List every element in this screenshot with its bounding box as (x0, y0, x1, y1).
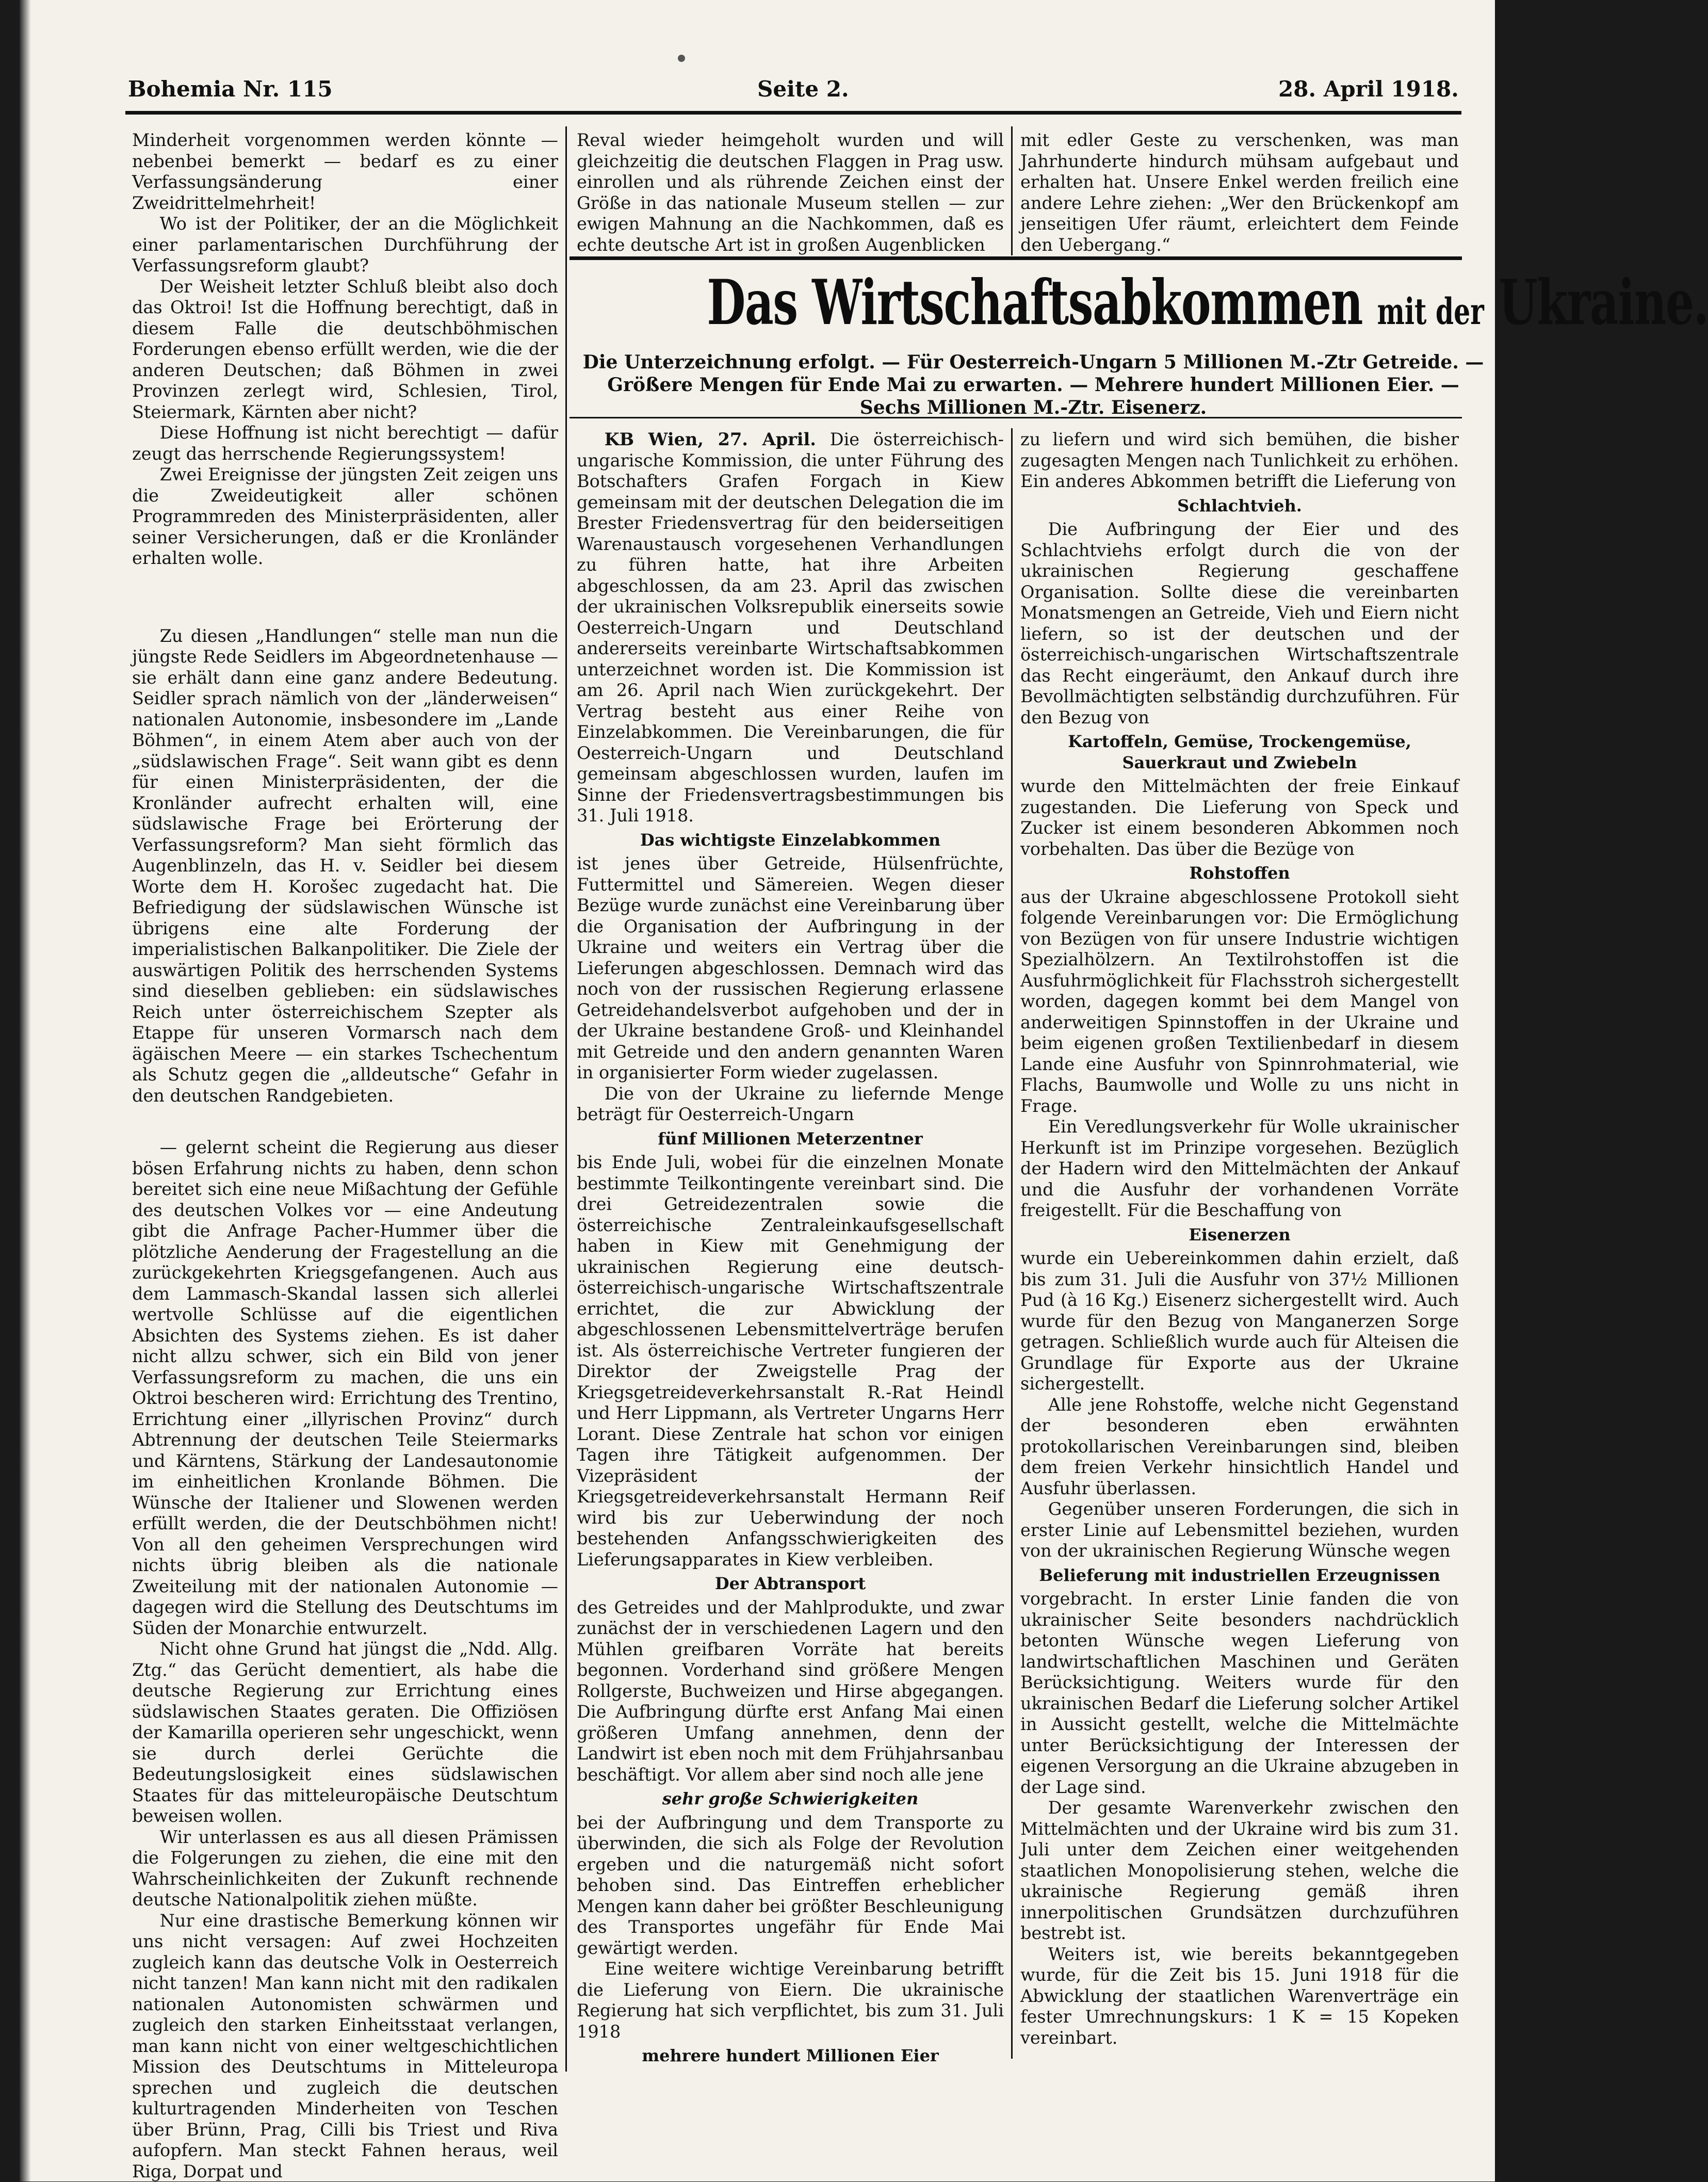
section-heading: Eisenerzen (1020, 1224, 1459, 1246)
dateline: KB Wien, 27. April. (605, 429, 816, 449)
section-heading: Rohstoffen (1020, 863, 1459, 884)
section-heading: Kartoffeln, Gemüse, Trockengemüse, Sauerkraut und Zwiebeln (1020, 731, 1459, 773)
column-rule-left (565, 126, 567, 2072)
section-heading: fünf Millionen Meterzentner (577, 1128, 1004, 1150)
middle-top-column (577, 130, 1004, 254)
paragraph: bei der Aufbringung und dem Transporte zu überwinden, die sich als Folge der Revolution ergeben und die naturgemäß nicht sofort behoben sind. Das Eintreffen erheblicher Mengen kann daher bei größter Beschleunigung des Transportes ungefähr für Ende Mai gewärtigt werden. (577, 1813, 1004, 1959)
paragraph: Minderheit vorgenommen werden könnte — nebenbei bemerkt — bedarf es zu einer Verfassungsänderung einer Zweidrittelmehrheit! (132, 130, 558, 214)
paragraph: Zu diesen „Handlungen“ stelle man nun die jüngste Rede Seidlers im Abgeordnetenhause — sie erhält dann eine ganz andere Bedeutung. Seidler sprach nämlich von der „länderweisen“ nationalen Autonomie, insbesondere im „Lande Böhmen“, in einem Atem aber auch von der „südslawischen Frage“. Seit wann gibt es denn für einen Ministerpräsidenten, der die Kronländer aufrecht erhalten will, eine südslawische Frage bei Erörterung der Verfassungsreform? Man sieht förmlich das Augenblinzeln, das H. v. Seidler bei diesem Worte dem H. Korošec zugedacht hat. Die Befriedigung der südslawischen Wünsche ist übrigens eine alte Forderung der imperialistischen Balkanpolitiker. Die Ziele der auswärtigen Politik des herrschenden Systems sind dieselben geblieben: ein südslawisches Reich unter österreichischem Szepter als Etappe für unseren Vormarsch nach dem ägäischen Meere — ein starkes Tschechentum als Schutz gegen die „alldeutsche“ Gefahr in den deutschen Randgebieten. (132, 626, 558, 1107)
paragraph: wurde den Mittelmächten der freie Einkauf zugestanden. Die Lieferung von Speck und Zucker ist einem besonderen Abkommen noch vorbehalten. Das über die Bezüge von (1020, 776, 1459, 860)
headline-mit: mit der (1377, 290, 1484, 333)
section-heading: mehrere hundert Millionen Eier (577, 2045, 1004, 2066)
section-heading: Der Abtransport (577, 1573, 1004, 1594)
paragraph: mit edler Geste zu verschenken, was man Jahrhunderte hindurch mühsam aufgebaut und erhalten hat. Unsere Enkel werden freilich eine andere Lehre ziehen: „Wer den Brückenkopf am jenseitigen Ufer räumt, erleichtert dem Feinde den Uebergang.“ (1020, 130, 1459, 255)
paragraph: Die österreichisch-ungarische Kommission, die unter Führung des Botschafters Grafen Forgach in Kiew gemeinsam mit der deutschen Delegation die im Brester Friedensvertrag für den beiderseitigen Warenaustausch vorgesehenen Verhandlungen zu führen hatte, hat ihre Arbeiten abgeschlossen, da am 23. April das zwischen der ukrainischen Volksrepublik einerseits sowie Oesterreich-Ungarn und Deutschland andererseits vereinbarte Wirtschaftsabkommen unterzeichnet worden ist. Die Kommission ist am 26. April nach Wien zurückgekehrt. Der Vertrag besteht aus einer Reihe von Einzelabkommen. Die Vereinbarungen, die für Oesterreich-Ungarn und Deutschland gemeinsam abgeschlossen wurden, laufen im Sinne der Friedensvertragsbestimmungen bis 31. Juli 1918. (577, 429, 1004, 826)
paragraph: Reval wieder heimgeholt wurden und will gleichzeitig die deutschen Flaggen in Prag usw. einrollen und als rührende Zeichen einst der Größe in das nationale Museum stellen — zur ewigen Mahnung an die Nachkommen, daß es echte deutsche Art ist in großen Augenblicken (577, 130, 1004, 255)
section-heading: sehr große Schwierigkeiten (577, 1788, 1004, 1809)
paragraph: Die Aufbringung der Eier und des Schlachtviehs erfolgt durch die von der ukrainischen Regierung geschaffene Organisation. Sollte diese die vereinbarten Monatsmengen an Getreide, Vieh und Eiern nicht liefern, so ist der deutschen und der österreichisch-ungarischen Wirtschaftszentrale das Recht eingeräumt, den Ankauf durch ihre Bevollmächtigten selbständig durchzuführen. Für den Bezug von (1020, 519, 1459, 728)
paragraph: Der gesamte Warenverkehr zwischen den Mittelmächten und der Ukraine wird bis zum 31. Juli unter dem Zeichen einer weitgehenden staatlichen Monopolisierung stehen, welche die ukrainische Regierung gemäß ihren innerpolitischen Grundsätzen durchzuführen bestrebt ist. (1020, 1798, 1459, 1944)
section-heading: Schlachtvieh. (1020, 495, 1459, 516)
paragraph: Weiters ist, wie bereits bekanntgegeben wurde, für die Zeit bis 15. Juni 1918 für die Abwicklung der staatlichen Warenverträge ein fester Umrechnungskurs: 1 K = 15 Kopeken vereinbart. (1020, 1944, 1459, 2049)
issue-date: 28. April 1918. (1278, 76, 1459, 102)
paragraph: Nur eine drastische Bemerkung können wir uns nicht versagen: Auf zwei Hochzeiten zugleich kann das deutsche Volk in Oesterreich nicht tanzen! Man kann nicht mit den radikalen nationalen Autonomisten schwärmen und zugleich den starken Einheitsstaat verlangen, man kann nicht von einer weltgeschichtlichen Mission des Deutschtums in Mitteleuropa sprechen und zugleich die deutschen kulturtragenden Minderheiten von Teschen über Brünn, Prag, Cilli bis Triest und Riva aufopfern. Man steckt Fahnen heraus, weil Riga, Dorpat und (132, 1911, 558, 2182)
left-column (132, 130, 558, 2070)
paragraph: Diese Hoffnung ist nicht berechtigt — dafür zeugt das herrschende Regierungssystem! (132, 423, 558, 464)
header-rule (125, 111, 1461, 115)
newspaper-page (20, 0, 1495, 2181)
paragraph: Wir unterlassen es aus all diesen Prämissen die Folgerungen zu ziehen, die eine mit den Wahrscheinlichkeiten der Zukunft rechnende deutsche Nationalpolitik ziehen müßte. (132, 1827, 558, 1911)
column-rule-right-lower (1011, 428, 1013, 2059)
paragraph: Der Weisheit letzter Schluß bleibt also doch das Oktroi! Ist die Hoffnung berechtigt, daß in diesem Falle die deutschböhmischen Forderungen ebenso erfüllt werden, wie die der anderen Deutschen; daß Böhmen in zwei Provinzen zerlegt wird, Schlesien, Tirol, Steiermark, Kärnten aber nicht? (132, 277, 558, 423)
issue-label: Bohemia Nr. 115 (128, 76, 333, 102)
paragraph: vorgebracht. In erster Linie fanden die von ukrainischer Seite besonders nachdrücklich betonten Wünsche wegen Lieferung von landwirtschaftlichen Maschinen und Geräten Berücksichtigung. Weiters wurde für den ukrainischen Bedarf die Lieferung solcher Artikel in Aussicht gestellt, welche die Mittelmächte unter Berücksichtigung der Interessen der eigenen Versorgung an die Ukraine abzugeben in der Lage sind. (1020, 1589, 1459, 1798)
paragraph: Nicht ohne Grund hat jüngst die „Ndd. Allg. Ztg.“ das Gerücht dementiert, als habe die deutsche Regierung zur Errichtung eines südslawischen Staates geraten. Die Offiziösen der Kamarilla operieren sehr ungeschickt, wenn sie durch derlei Gerüchte die Bedeutungslosigkeit eines südslawischen Staates für das mitteleuropäische Deutschtum beweisen wollen. (132, 1639, 558, 1827)
paragraph: bis Ende Juli, wobei für die einzelnen Monate bestimmte Teilkontingente vereinbart sind. Die drei Getreidezentralen sowie die österreichische Zentraleinkaufsgesellschaft haben in Kiew mit Genehmigung der ukrainischen Regierung eine deutsch-österreichisch-ungarische Wirtschaftszentrale errichtet, die zur Abwicklung der abgeschlossenen Lebensmittelverträge berufen ist. Als österreichische Vertreter fungieren der Direktor der Zweigstelle Prag der Kriegsgetreideverkehrsanstalt R.-Rat Heindl und Herr Lippmann, als Vertreter Ungarns Herr Lorant. Diese Zentrale hat schon vor einigen Tagen ihre Tätigkeit aufgenommen. Der Vizepräsident der Kriegsgetreideverkehrsanstalt Hermann Reif wird bis zur Ueberwindung der noch bestehenden Anfangsschwierigkeiten des Lieferungsapparates in Kiew verbleiben. (577, 1152, 1004, 1570)
column-rule-right (1011, 126, 1013, 255)
paragraph: Ein Veredlungsverkehr für Wolle ukrainischer Herkunft ist im Prinzipe vorgesehen. Bezüglich der Hadern wird den Mittelmächten der Ankauf und die Ausfuhr der vorhandenen Vorräte freigestellt. Für die Beschaffung von (1020, 1117, 1459, 1221)
headline-end: Ukraine. (1499, 266, 1708, 339)
paragraph: aus der Ukraine abgeschlossene Protokoll sieht folgende Vereinbarungen vor: Die Ermöglichung von Bezügen von für unsere Industrie wichtigen Spezialhölzern. An Textilrohstoffen ist die Ausfuhrmöglichkeit für Flachsstroh sichergestellt worden, dagegen kommt bei dem Mangel von anderweitigen Spinnstoffen in der Ukraine und beim eigenen großen Textilienbedarf in diesem Lande eine Ausfuhr von Spinnrohmaterial, wie Flachs, Baumwolle und Wolle zu uns nicht in Frage. (1020, 887, 1459, 1117)
paragraph: Alle jene Rohstoffe, welche nicht Gegenstand der besonderen eben erwähnten protokollarischen Vereinbarungen sind, bleiben dem freien Verkehr hinsichtlich Handel und Ausfuhr überlassen. (1020, 1395, 1459, 1499)
page-number: Seite 2. (757, 76, 849, 102)
paragraph: Wo ist der Politiker, der an die Möglichkeit einer parlamentarischen Durchführung der Verfassungsreform glaubt? (132, 214, 558, 277)
print-speck (678, 55, 685, 62)
section-heading: Das wichtigste Einzelabkommen (577, 830, 1004, 851)
paragraph: Gegenüber unseren Forderungen, die sich in erster Linie auf Lebensmittel beziehen, wurden von der ukrainischen Regierung Wünsche wegen (1020, 1499, 1459, 1562)
paragraph: Zwei Ereignisse der jüngsten Zeit zeigen uns die Zweideutigkeit aller schönen Programmreden des Ministerpräsidenten, aller seiner Versicherungen, daß er die Kronländer erhalten wolle. (132, 464, 558, 569)
paragraph: des Getreides und der Mahlprodukte, und zwar zunächst der in verschiedenen Lagern und den Mühlen greifbaren Vorräte hat bereits begonnen. Vorderhand sind größere Mengen Rollgerste, Buchweizen und Hirse abgegangen. Die Aufbringung dürfte erst Anfang Mai einen größeren Umfang annehmen, denn der Landwirt ist eben noch mit dem Frühjahrsanbau beschäftigt. Vor allem aber sind noch alle jene (577, 1597, 1004, 1786)
right-top-column (1020, 130, 1459, 254)
article-headline (707, 264, 1360, 350)
headline-rule-top (570, 256, 1462, 260)
paragraph: — gelernt scheint die Regierung aus dieser bösen Erfahrung nichts zu haben, denn schon bereitet sich eine neue Mißachtung der Gefühle des deutschen Volkes vor — eine Andeutung gibt die Anfrage Pacher-Hummer über die plötzliche Aenderung der Fragestellung an die zurückgekehrten Kriegsgefangenen. Auch aus dem Lammasch-Skandal lassen sich allerlei wertvolle Schlüsse auf die eigentlichen Absichten des Systems ziehen. Es ist daher nicht allzu schwer, sich ein Bild von jener Verfassungsreform zu machen, die uns ein Oktroi bescheren wird: Errichtung des Trentino, Errichtung einer „illyrischen Provinz“ durch Abtrennung der deutschen Teile Steiermarks und Kärntens, Stärkung der Landesautonomie im einheitlichen Kronlande Böhmen. Die Wünsche der Italiener und Slowenen werden erfüllt werden, die der Deutschböhmen nicht! Von all den geheimen Versprechungen wird nichts übrig bleiben als die nationale Zweiteilung mit der nationalen Autonomie — dagegen wird die Stellung des Deutschtums im Süden der Monarchie entwurzelt. (132, 1137, 558, 1639)
headline-main: Das Wirtschaftsabkommen (707, 266, 1362, 339)
paragraph: zu liefern und wird sich bemühen, die bisher zugesagten Mengen nach Tunlichkeit zu erhöhen. Ein anderes Abkommen betrifft die Lieferung von (1020, 429, 1459, 492)
paragraph: ist jenes über Getreide, Hülsenfrüchte, Futtermittel und Sämereien. Wegen dieser Bezüge wurde zunächst eine Vereinbarung über die Organisation der Aufbringung in der Ukraine und weiters ein Vertrag über die Lieferungen abgeschlossen. Demnach wird das noch von der russischen Regierung erlassene Getreidehandelsverbot aufgehoben und der in der Ukraine bestandene Groß- und Kleinhandel mit Getreide und den andern genannten Waren in organisierter Form wieder zugelassen. (577, 853, 1004, 1084)
paragraph: Eine weitere wichtige Vereinbarung betrifft die Lieferung von Eiern. Die ukrainische Regierung hat sich verpflichtet, bis zum 31. Juli 1918 (577, 1959, 1004, 2042)
article-middle-column (577, 429, 1004, 2065)
article-right-column (1020, 429, 1459, 2065)
paragraph: Die von der Ukraine zu liefernde Menge beträgt für Oesterreich-Ungarn (577, 1084, 1004, 1125)
section-heading: Belieferung mit industriellen Erzeugnissen (1020, 1565, 1459, 1586)
paragraph: wurde ein Uebereinkommen dahin erzielt, daß bis zum 31. Juli die Ausfuhr von 37½ Millionen Pud (à 16 Kg.) Eisenerz sichergestellt wird. Auch wurde für den Bezug von Manganerzen Sorge getragen. Schließlich wurde auch für Alteisen die Grundlage für Exporte aus der Ukraine sichergestellt. (1020, 1248, 1459, 1395)
article-subheadline: Die Unterzeichnung erfolgt. — Für Oesterreich-Ungarn 5 Millionen M.-Ztr Getreide. — Größere Mengen für Ende Mai zu erwarten. — Mehrere hundert Millionen Eier. — Sechs Millionen M.-Ztr. Eisenerz. (582, 351, 1485, 419)
